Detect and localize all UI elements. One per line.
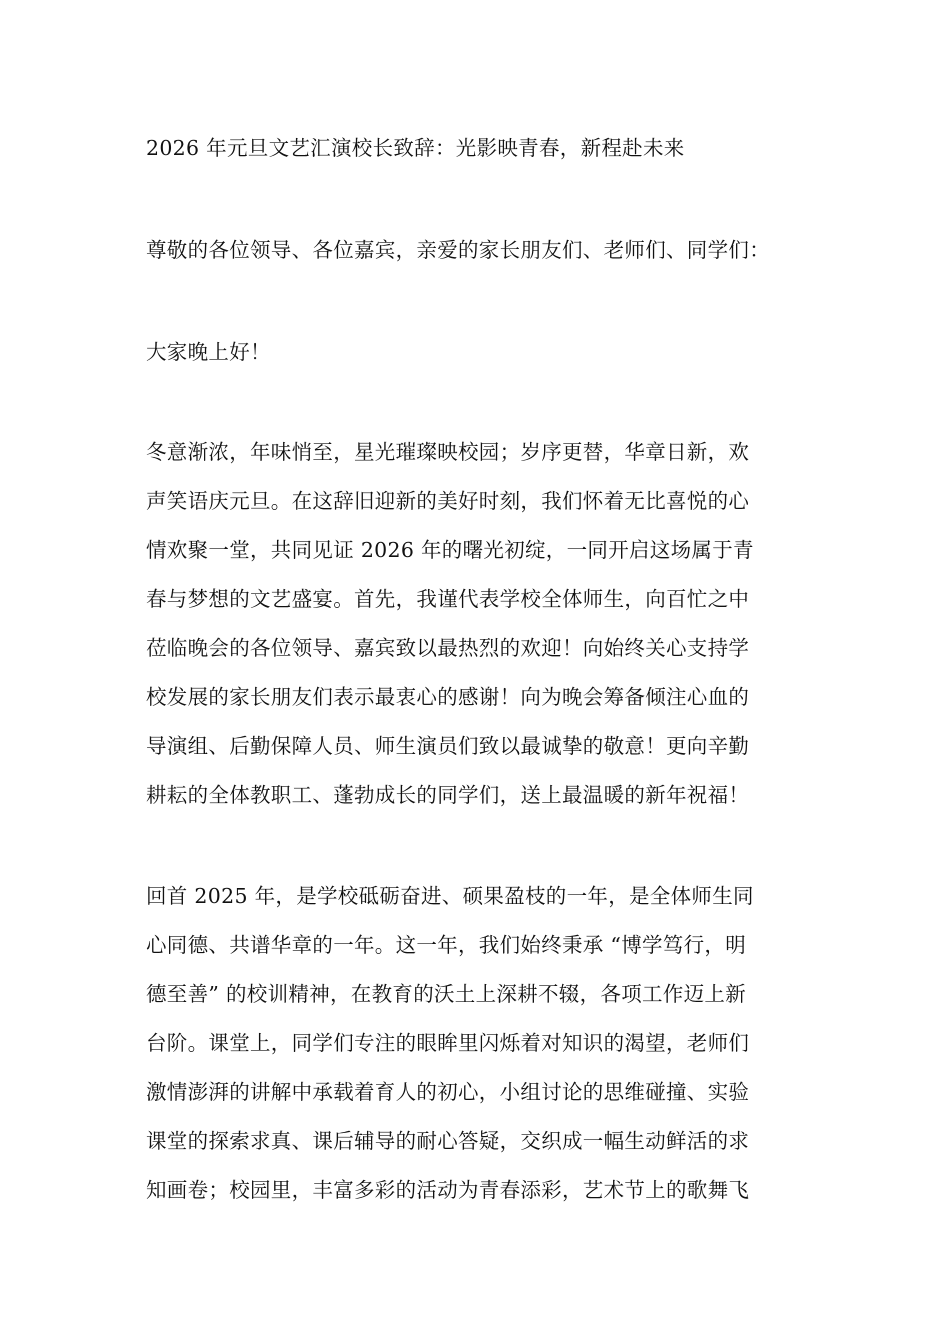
paragraph-line: 知画卷；校园里，丰富多彩的活动为青春添彩，艺术节上的歌舞飞 [146,1178,750,1202]
paragraph-line: 耕耘的全体教职工、蓬勃成长的同学们，送上最温暖的新年祝福！ [146,783,750,807]
paragraph-review [146,872,806,1215]
salutation [146,226,806,275]
paragraph-line: 台阶。课堂上，同学们专注的眼眸里闪烁着对知识的渴望，老师们 [146,1031,750,1055]
document-title [146,124,806,173]
paragraph-welcome [146,428,806,820]
salutation-text: 尊敬的各位领导、各位嘉宾，亲爱的家长朋友们、老师们、同学们： [146,238,770,262]
paragraph-line: 校发展的家长朋友们表示最衷心的感谢！向为晚会筹备倾注心血的 [146,685,750,709]
greeting-line [146,328,806,377]
paragraph-line: 莅临晚会的各位领导、嘉宾致以最热烈的欢迎！向始终关心支持学 [146,636,750,660]
paragraph-line: 冬意渐浓，年味悄至，星光璀璨映校园；岁序更替，华章日新，欢 [146,440,750,464]
greeting-text: 大家晚上好！ [146,340,271,364]
paragraph-line: 德至善” 的校训精神，在教育的沃土上深耕不辍，各项工作迈上新 [146,982,746,1006]
paragraph-line: 回首 2025 年，是学校砥砺奋进、硕果盈枝的一年，是全体师生同 [146,884,754,908]
paragraph-line: 激情澎湃的讲解中承载着育人的初心，小组讨论的思维碰撞、实验 [146,1080,750,1104]
paragraph-line: 情欢聚一堂，共同见证 2026 年的曙光初绽，一同开启这场属于青 [146,538,754,562]
title-text: 2026 年元旦文艺汇演校长致辞：光影映青春，新程赴未来 [146,136,685,160]
paragraph-line: 导演组、后勤保障人员、师生演员们致以最诚挚的敬意！更向辛勤 [146,734,750,758]
paragraph-line: 课堂的探索求真、课后辅导的耐心答疑，交织成一幅生动鲜活的求 [146,1129,750,1153]
paragraph-line: 声笑语庆元旦。在这辞旧迎新的美好时刻，我们怀着无比喜悦的心 [146,489,750,513]
paragraph-line: 春与梦想的文艺盛宴。首先，我谨代表学校全体师生，向百忙之中 [146,587,750,611]
paragraph-line: 心同德、共谱华章的一年。这一年，我们始终秉承 “博学笃行，明 [146,933,746,957]
